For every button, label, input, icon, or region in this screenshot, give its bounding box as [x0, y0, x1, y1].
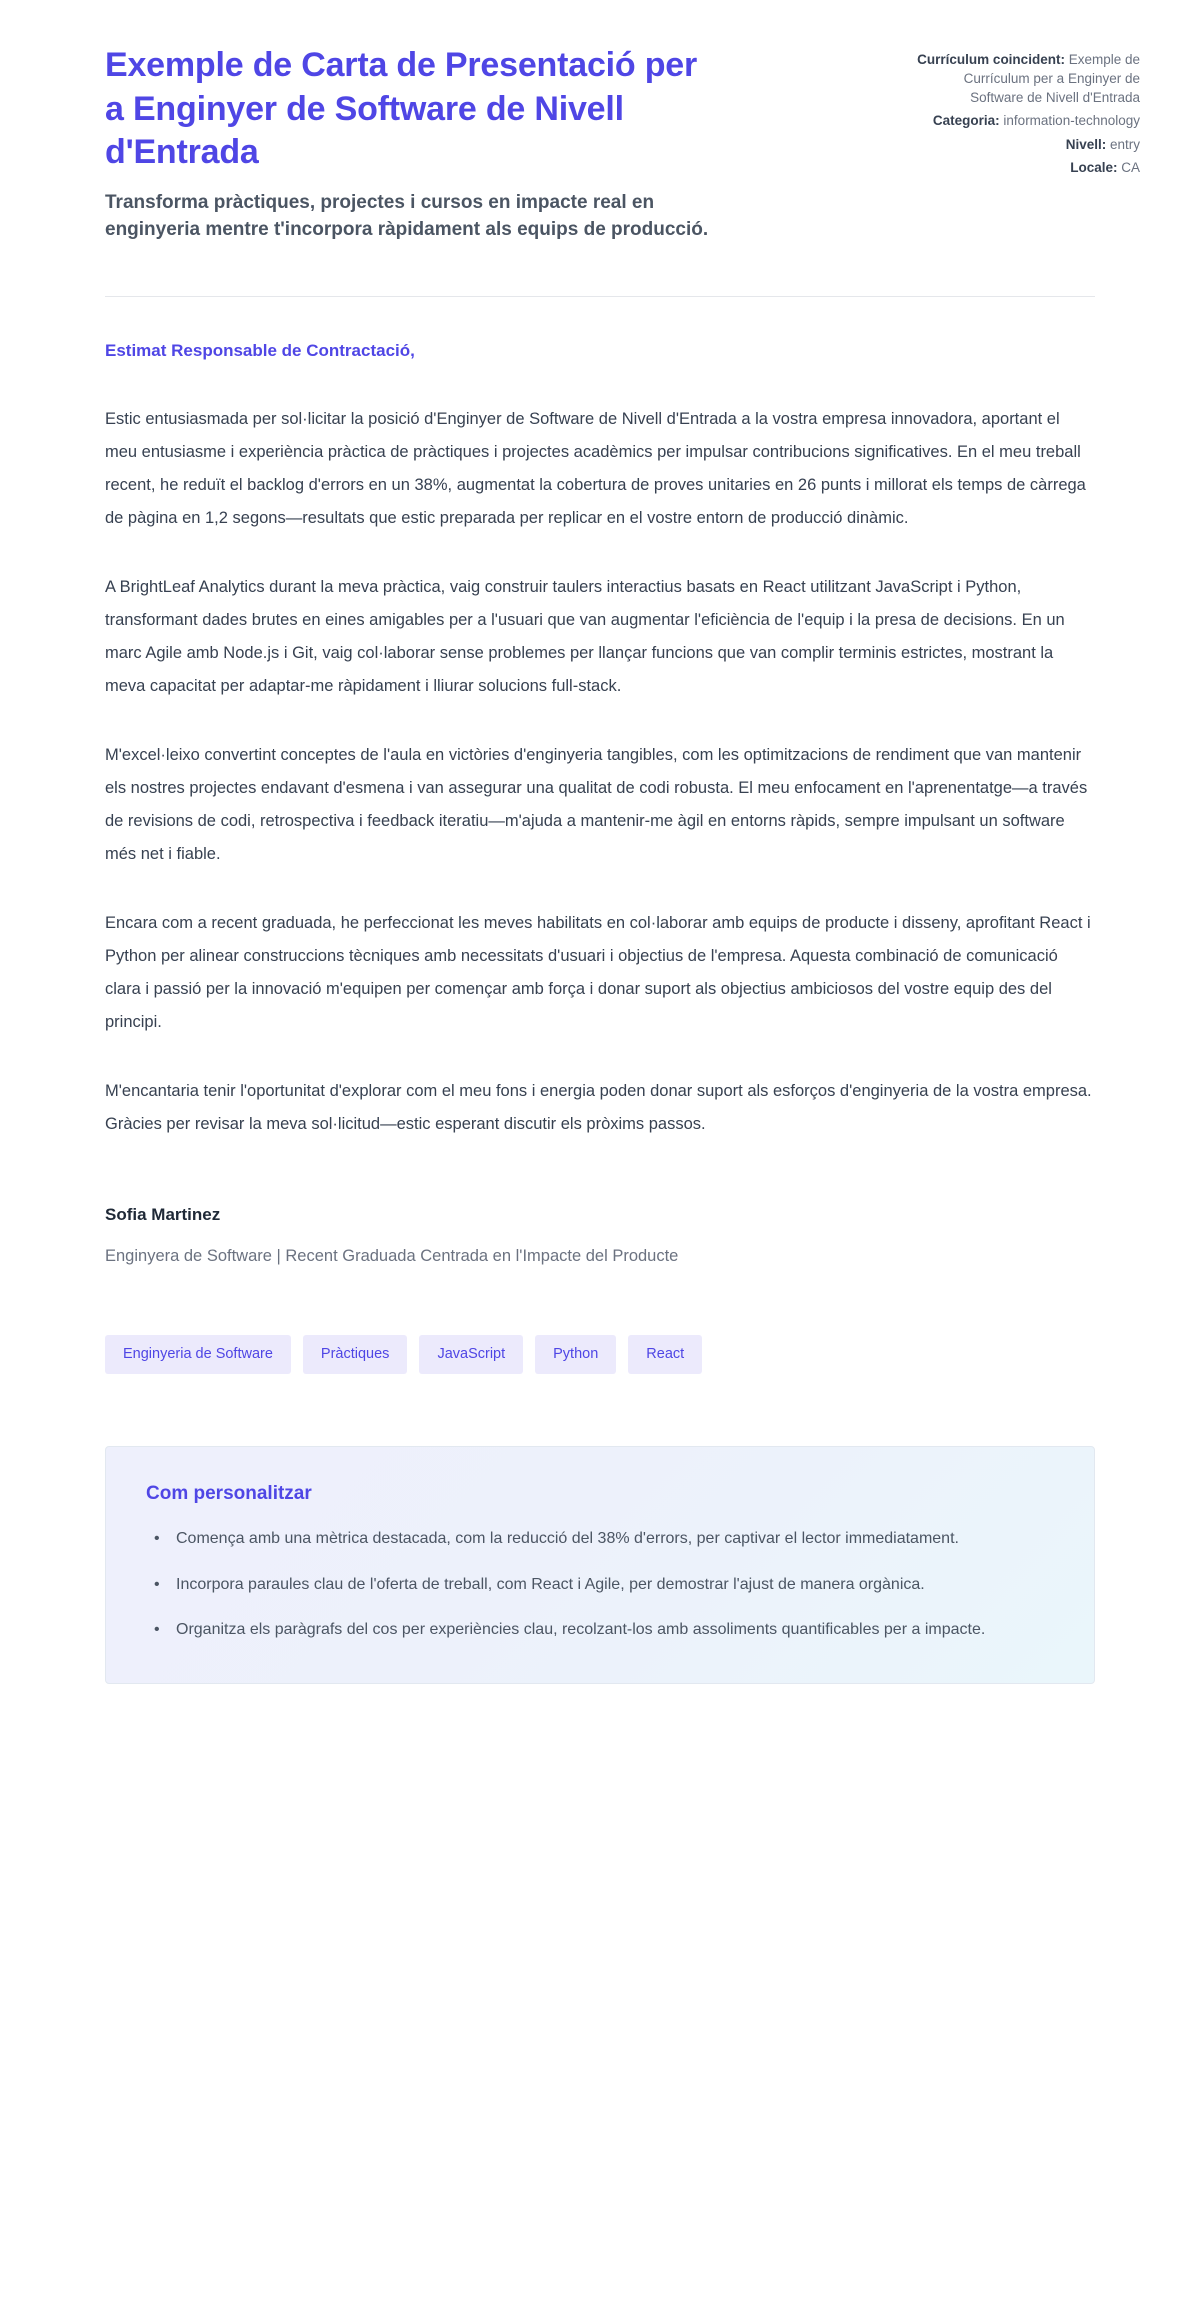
- tag-chip[interactable]: Enginyeria de Software: [105, 1335, 291, 1374]
- meta-category: [908, 111, 1140, 130]
- page-title: Exemple de Carta de Presentació per a Enginyer de Software de Nivell d'Entrada: [105, 46, 698, 172]
- meta-locale-value: CA: [1121, 159, 1140, 175]
- header-title-block: [105, 44, 715, 244]
- letter-paragraph: A BrightLeaf Analytics durant la meva pràctica, vaig construir taulers interactius basats en React utilitzant JavaScript i Python, transformant dades brutes en eines amigables per a l'usuari que van augmentar l'eficiència de l'equip i la presa de decisions. En un marc Agile amb Node.js i Git, vaig col·laborar sense problemes per llançar funcions que van complir terminis estrictes, mostrant la meva capacitat per adaptar-me ràpidament i lliurar solucions full-stack.: [105, 577, 1065, 695]
- meta-category-label: Categoria:: [932, 113, 1000, 129]
- meta-locale-label: Locale:: [1070, 159, 1118, 175]
- signature-name: Sofia Martinez: [105, 1204, 221, 1224]
- letter-paragraph: Estic entusiasmada per sol·licitar la posició d'Enginyer de Software de Nivell d'Entrada a la vostra empresa innovadora, aportant el meu entusiasme i experiència pràctica de pràctiques i projectes acadèmics per impulsar contribucions significatives. En el meu treball recent, he reduït el backlog d'errors en un 38%, augmentat la cobertura de proves unitaries en 26 punts i millorat els temps de càrrega de pàgina en 1,2 segons—resultats que estic preparada per replicar en el vostre entorn de producció dinàmic.: [105, 409, 1086, 527]
- callout-list-item: • Incorpora paraules clau de l'oferta de treball, com React i Agile, per demostrar l'ajust de manera orgànica.: [172, 1569, 1054, 1600]
- meta-level-label: Nivell:: [1065, 136, 1107, 152]
- meta-level: [908, 135, 1140, 154]
- meta-matching-resume: [908, 50, 1140, 107]
- tag-list: [0, 1335, 1200, 1374]
- signature-role: Enginyera de Software | Recent Graduada Centrada en l'Impacte del Producte: [105, 1246, 679, 1265]
- tag-chip[interactable]: Pràctiques: [303, 1335, 408, 1374]
- how-to-customize-callout: [105, 1446, 1095, 1684]
- page-bottom-spacer: [0, 1684, 1200, 1744]
- tag-chip[interactable]: JavaScript: [419, 1335, 523, 1374]
- letter-salutation: Estimat Responsable de Contractació,: [105, 340, 415, 360]
- letter-paragraph: Encara com a recent graduada, he perfeccionat les meves habilitats en col·laborar amb equips de producte i disseny, aprofitant React i Python per alinear construccions tècniques amb necessitats d'usuari i objectius de l'empresa. Aquesta combinació de comunicació clara i passió per la innovació m'equipen per començar amb força i donar suport als objectius ambiciosos del vostre equip des del principi.: [105, 913, 1091, 1031]
- page-subtitle: Transforma pràctiques, projectes i cursos en impacte real en enginyeria mentre t'incorpora ràpidament als equips de producció.: [105, 191, 709, 241]
- meta-locale: [908, 158, 1140, 177]
- letter-body: [0, 341, 1200, 1269]
- callout-list: [146, 1523, 1054, 1645]
- callout-list-item: • Organitza els paràgrafs del cos per experiències clau, recolzant-los amb assoliments quantificables per a impacte.: [172, 1614, 1054, 1645]
- tag-chip[interactable]: Python: [535, 1335, 616, 1374]
- meta-matching-resume-label: Currículum coincident:: [917, 52, 1065, 67]
- document-metadata: [908, 44, 1140, 181]
- letter-paragraph: M'encantaria tenir l'oportunitat d'explorar com el meu fons i energia poden donar suport als esforços d'enginyeria de la vostra empresa. Gràcies per revisar la meva sol·licitud—estic esperant discutir els pròxims passos.: [105, 1081, 1092, 1133]
- callout-list-item: • Comença amb una mètrica destacada, com la reducció del 38% d'errors, per captivar el lector immediatament.: [172, 1523, 1054, 1554]
- signature-block: [105, 1205, 1095, 1269]
- callout-title: Com personalitzar: [146, 1483, 312, 1505]
- tag-chip[interactable]: React: [628, 1335, 702, 1374]
- meta-level-value: entry: [1109, 136, 1140, 152]
- meta-matching-resume-value: Exemple de Currículum per a Enginyer de Software de Nivell d'Entrada: [963, 52, 1140, 106]
- meta-category-value: information-technology: [1003, 113, 1140, 129]
- page-header: [0, 0, 1200, 244]
- header-divider: [105, 296, 1095, 297]
- letter-paragraph: M'excel·leixo convertint conceptes de l'aula en victòries d'enginyeria tangibles, com les optimitzacions de rendiment que van mantenir els nostres projectes endavant d'esmena i van assegurar una qualitat de codi robusta. El meu enfocament en l'aprenentatge—a través de revisions de codi, retrospectiva i feedback iteratiu—m'ajuda a mantenir-me àgil en entorns ràpids, sempre impulsant un software més net i fiable.: [105, 745, 1088, 863]
